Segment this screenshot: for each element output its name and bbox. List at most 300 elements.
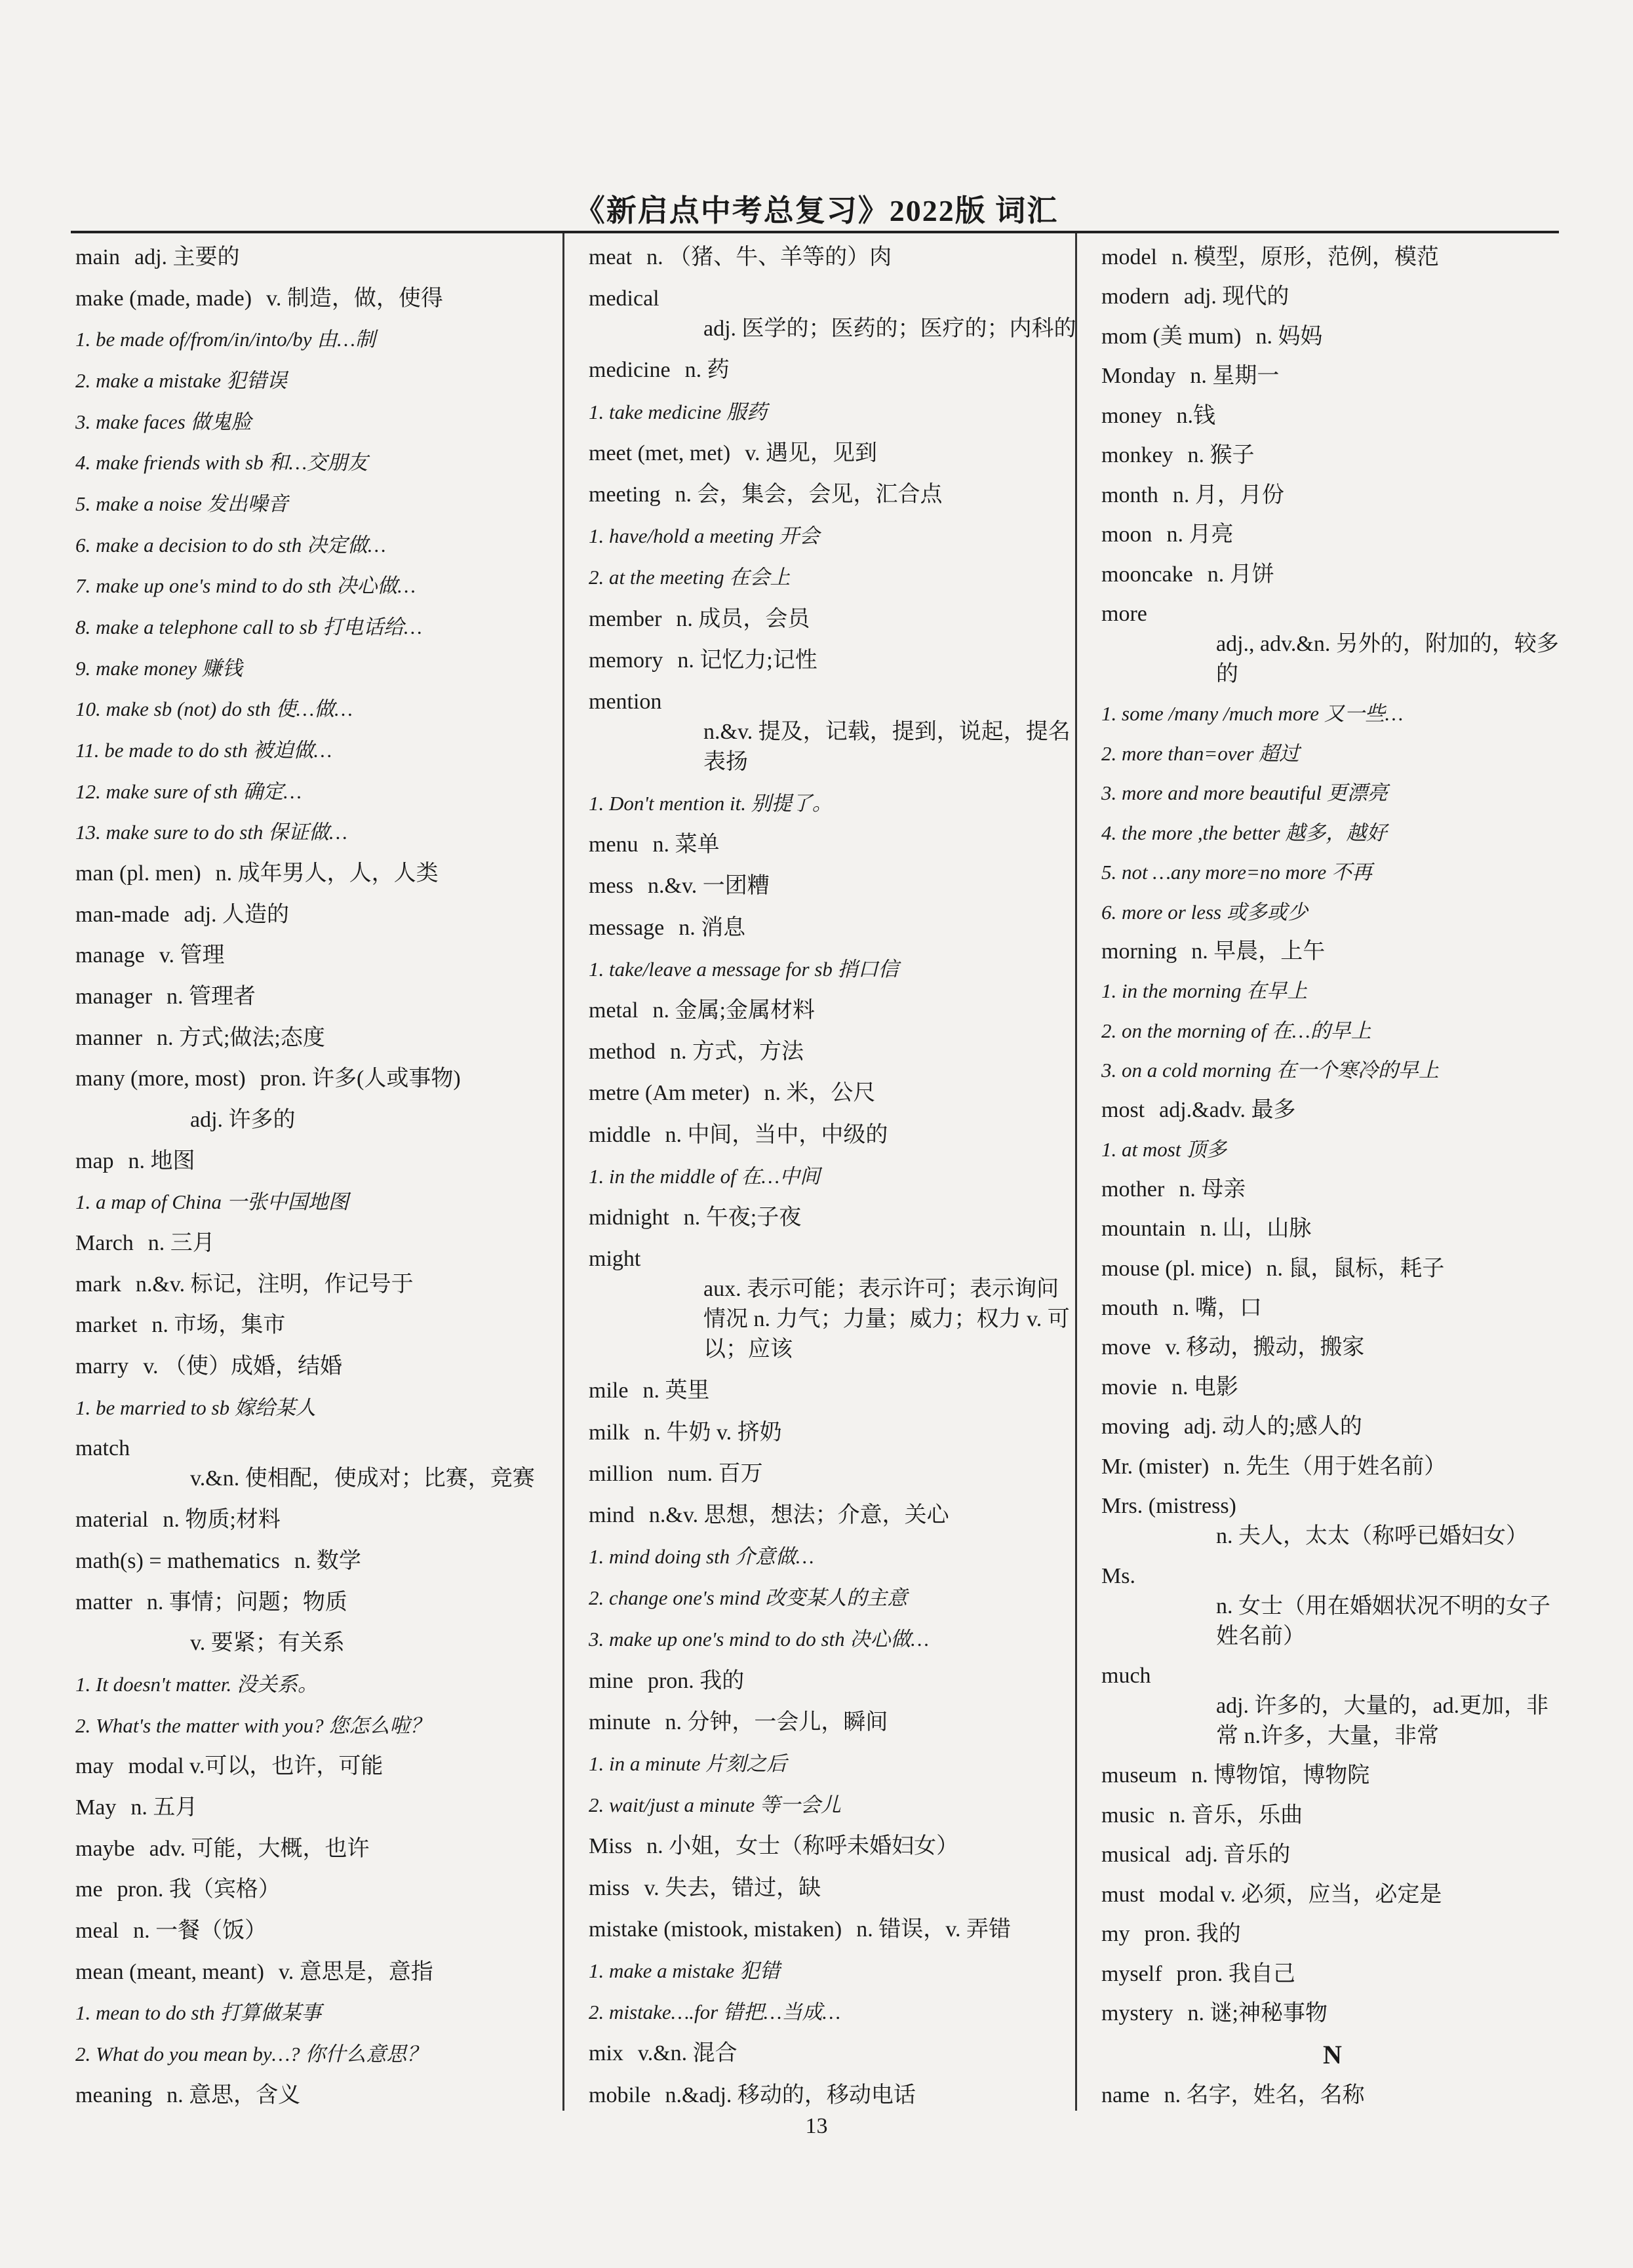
definition: n. 月亮 bbox=[1166, 522, 1234, 547]
headword: most bbox=[1101, 1097, 1145, 1122]
vocab-entry bbox=[75, 1064, 567, 1094]
headword: movie bbox=[1101, 1375, 1157, 1399]
vocab-entry bbox=[75, 2081, 567, 2111]
vocab-entry bbox=[589, 871, 1077, 901]
definition: adj., adv.&n. 另外的，附加的，较多的 bbox=[1216, 631, 1559, 686]
vocab-entry bbox=[589, 2039, 1077, 2069]
vocab-entry bbox=[1101, 1761, 1564, 1791]
headword: myself bbox=[1101, 1961, 1162, 1986]
phrase-example: 1. some /many /much more 又一些… bbox=[1101, 702, 1404, 726]
definition: n. 市场，集市 bbox=[151, 1313, 286, 1338]
definition: n. 猴子 bbox=[1187, 443, 1255, 468]
vocab-entry bbox=[589, 1873, 1077, 1904]
headword: method bbox=[589, 1040, 656, 1065]
phrase-example: 13. make sure to do sth 保证做… bbox=[75, 821, 347, 844]
vocab-entry bbox=[1101, 1999, 1564, 2029]
definition: adj. 动人的;感人的 bbox=[1183, 1415, 1362, 1439]
definition: n. 音乐，乐曲 bbox=[1169, 1803, 1303, 1828]
vocab-entry bbox=[75, 859, 567, 889]
definition: v.&n. 混合 bbox=[637, 2041, 738, 2066]
headword: manner bbox=[75, 1025, 142, 1050]
definition: n.&v. 提及，记载，提到，说起，提名表扬 bbox=[703, 719, 1071, 774]
vocab-entry bbox=[589, 480, 1077, 510]
phrase-example: 1. make a mistake 犯错 bbox=[589, 1959, 780, 1982]
headword: Mr. (mister) bbox=[1101, 1454, 1210, 1479]
phrase-example: 1. at most 顶多 bbox=[1101, 1138, 1227, 1162]
phrase-example: 2. What do you mean by…? 你什么意思？ bbox=[75, 2042, 427, 2065]
headword: month bbox=[1101, 482, 1158, 507]
phrase-example: 1. mean to do sth 打算做某事 bbox=[75, 2001, 322, 2025]
vocab-entry bbox=[1101, 2081, 1564, 2111]
headword: mom (美 mum) bbox=[1101, 324, 1242, 349]
vocab-entry bbox=[1101, 440, 1564, 471]
headword: meal bbox=[75, 1918, 119, 1943]
phrase-example: 2. What's the matter with you? 您怎么啦？ bbox=[75, 1713, 431, 1737]
phrase-example: 2. on the morning of 在…的早上 bbox=[1101, 1019, 1371, 1042]
headword: mountain bbox=[1101, 1217, 1186, 1242]
vocab-entry bbox=[75, 1875, 567, 1905]
vocab-column-2 bbox=[589, 243, 1077, 2111]
definition: n.&v. 思想，想法；介意，关心 bbox=[648, 1502, 949, 1527]
phrase-example: 5. not …any more=no more 不再 bbox=[1101, 861, 1372, 884]
definition: v. 失去，错过，缺 bbox=[644, 1875, 821, 1900]
definition: n. 数学 bbox=[294, 1548, 361, 1573]
headword: mouth bbox=[1101, 1295, 1158, 1320]
headword: May bbox=[75, 1795, 117, 1820]
definition: n. 物质;材料 bbox=[163, 1508, 281, 1533]
headword: menu bbox=[589, 832, 639, 857]
phrase-example: 10. make sb (not) do sth 使…做… bbox=[75, 697, 353, 721]
headword: name bbox=[1101, 2082, 1150, 2107]
vocab-entry bbox=[75, 900, 567, 930]
vocab-entry bbox=[1101, 1880, 1564, 1910]
vocab-entry bbox=[1101, 560, 1564, 590]
definition: v. （使）成婚，结婚 bbox=[143, 1354, 342, 1379]
headword: maybe bbox=[75, 1836, 135, 1861]
headword: man (pl. men) bbox=[75, 861, 201, 886]
vocab-entry bbox=[589, 1418, 1077, 1448]
definition: adj. 现代的 bbox=[1183, 284, 1289, 309]
vocab-entry bbox=[75, 284, 567, 314]
definition: n. 山，山脉 bbox=[1200, 1217, 1312, 1242]
definition: n. 分钟，一会儿，瞬间 bbox=[665, 1710, 888, 1734]
headword: moon bbox=[1101, 522, 1152, 547]
definition: pron. 许多(人或事物) bbox=[260, 1066, 461, 1091]
headword: monkey bbox=[1101, 443, 1173, 468]
page-number: 13 bbox=[805, 2114, 828, 2138]
vocab-entry bbox=[1101, 1214, 1564, 1244]
definition: n. 小姐，女士（称呼未婚妇女） bbox=[646, 1834, 959, 1859]
vocab-entry bbox=[1101, 1254, 1564, 1284]
headword: market bbox=[75, 1313, 138, 1338]
definition: n. 早晨，上午 bbox=[1191, 939, 1326, 964]
headword: manage bbox=[75, 943, 145, 968]
phrase-example: 1. take medicine 服药 bbox=[589, 400, 768, 423]
definition: pron. 我（宾格） bbox=[117, 1877, 281, 1902]
vocab-entry bbox=[589, 687, 1077, 777]
headword: must bbox=[1101, 1882, 1145, 1907]
phrase-example: 2. at the meeting 在会上 bbox=[589, 566, 791, 589]
definition: n. 嘴，口 bbox=[1172, 1295, 1262, 1320]
headword: mark bbox=[75, 1272, 121, 1297]
headword: meeting bbox=[589, 482, 661, 507]
vocab-column-3 bbox=[1101, 243, 1564, 2111]
definition: n. 母亲 bbox=[1179, 1177, 1246, 1202]
headword: March bbox=[75, 1231, 134, 1256]
vocab-entry bbox=[589, 604, 1077, 635]
page-header-title: 《新启点中考总复习》2022版 词汇 bbox=[574, 194, 1059, 227]
definition: n. 妈妈 bbox=[1255, 324, 1323, 349]
headword: mind bbox=[589, 1502, 635, 1527]
vocab-entry bbox=[589, 1244, 1077, 1365]
definition: n. 午夜;子夜 bbox=[683, 1205, 802, 1230]
definition: aux. 表示可能；表示许可；表示询问情况 n. 力气；力量；威力；权力 v. 可以；应该 bbox=[703, 1277, 1070, 1362]
phrase-example: 7. make up one's mind to do sth 决心做… bbox=[75, 574, 416, 598]
phrase-example: 2. change one's mind 改变某人的主意 bbox=[589, 1586, 908, 1610]
headword: message bbox=[589, 915, 665, 940]
vocab-entry bbox=[1101, 322, 1564, 352]
definition: adj. 人造的 bbox=[184, 902, 290, 927]
vocab-entry bbox=[75, 1505, 567, 1535]
vocab-entry bbox=[1101, 1491, 1564, 1552]
phrase-example: 12. make sure of sth 确定… bbox=[75, 779, 302, 803]
vocab-entry bbox=[75, 1588, 567, 1618]
vocab-entry bbox=[1101, 937, 1564, 967]
headword: model bbox=[1101, 245, 1157, 269]
vocab-entry bbox=[75, 1146, 567, 1177]
definition: adv. 可能，大概，也许 bbox=[149, 1836, 370, 1861]
definition: n. 电影 bbox=[1171, 1375, 1238, 1399]
vocab-column-1 bbox=[75, 243, 567, 2111]
headword: Ms. bbox=[1101, 1563, 1135, 1588]
headword: make (made, made) bbox=[75, 286, 252, 311]
headword: Miss bbox=[589, 1834, 633, 1859]
headword: member bbox=[589, 606, 662, 631]
definition: n. 鼠，鼠标，耗子 bbox=[1266, 1256, 1445, 1281]
headword: mistake (mistook, mistaken) bbox=[589, 1917, 842, 1942]
headword: middle bbox=[589, 1122, 651, 1147]
phrase-example: 3. more and more beautiful 更漂亮 bbox=[1101, 781, 1388, 805]
headword: marry bbox=[75, 1354, 129, 1379]
definition: v. 管理 bbox=[159, 943, 225, 968]
definition: n. 药 bbox=[684, 358, 730, 383]
headword: map bbox=[75, 1148, 114, 1173]
vocab-entry-continuation bbox=[75, 1105, 567, 1135]
vocab-entry bbox=[1101, 1412, 1564, 1442]
vocab-entry bbox=[1101, 1919, 1564, 1949]
definition: v. 制造，做，使得 bbox=[266, 286, 443, 311]
definition: n. 事情；问题；物质 bbox=[146, 1590, 347, 1614]
definition: adj. 许多的 bbox=[190, 1108, 296, 1133]
vocab-entry bbox=[589, 830, 1077, 860]
headword: may bbox=[75, 1754, 114, 1779]
headword: might bbox=[589, 1247, 641, 1272]
definition: n. 成年男人，人，人类 bbox=[215, 861, 439, 886]
definition: pron. 我的 bbox=[647, 1668, 745, 1693]
vocab-entry bbox=[1101, 1561, 1564, 1652]
phrase-example: 1. Don't mention it. 别提了。 bbox=[589, 792, 833, 815]
vocab-entry bbox=[589, 439, 1077, 469]
vocab-entry bbox=[589, 1708, 1077, 1738]
definition: n. 地图 bbox=[128, 1148, 195, 1173]
vocab-entry bbox=[1101, 401, 1564, 431]
definition: n. 月饼 bbox=[1207, 562, 1274, 587]
vocab-entry bbox=[589, 1037, 1077, 1067]
phrase-example: 1. take/leave a message for sb 捎口信 bbox=[589, 957, 899, 981]
phrase-example: 1. have/hold a meeting 开会 bbox=[589, 524, 820, 548]
definition: n. 博物馆，博物院 bbox=[1191, 1763, 1370, 1788]
headword: mobile bbox=[589, 2082, 651, 2107]
headword: mile bbox=[589, 1378, 629, 1403]
headword: music bbox=[1101, 1803, 1155, 1828]
headword: mouse (pl. mice) bbox=[1101, 1256, 1252, 1281]
vocab-entry bbox=[1101, 361, 1564, 391]
vocab-entry bbox=[589, 646, 1077, 676]
definition: n.钱 bbox=[1176, 403, 1216, 428]
vocab-entry bbox=[1101, 1333, 1564, 1363]
phrase-example: 1. in the middle of 在…中间 bbox=[589, 1164, 821, 1188]
headword: move bbox=[1101, 1335, 1151, 1360]
definition: n. 谜;神秘事物 bbox=[1187, 2001, 1328, 2026]
phrase-example: 6. make a decision to do sth 决定做… bbox=[75, 533, 386, 557]
headword: medicine bbox=[589, 358, 671, 383]
headword: meaning bbox=[75, 2082, 153, 2107]
vocab-entry bbox=[75, 243, 567, 273]
vocab-entry bbox=[75, 1270, 567, 1300]
vocab-entry bbox=[1101, 1293, 1564, 1323]
headword: milk bbox=[589, 1420, 630, 1445]
vocab-entry bbox=[75, 1793, 567, 1823]
vocab-entry bbox=[75, 1916, 567, 1946]
vocab-entry bbox=[589, 996, 1077, 1026]
header-rule bbox=[71, 231, 1559, 233]
phrase-example: 3. make up one's mind to do sth 决心做… bbox=[589, 1628, 929, 1651]
vocab-entry bbox=[1101, 1095, 1564, 1125]
headword: midnight bbox=[589, 1205, 669, 1230]
vocab-entry bbox=[75, 1546, 567, 1576]
phrase-example: 1. in a minute 片刻之后 bbox=[589, 1752, 787, 1775]
headword: mess bbox=[589, 874, 633, 899]
definition: n. （猪、牛、羊等的）肉 bbox=[646, 245, 892, 269]
definition: modal v. 必须，应当，必定是 bbox=[1159, 1882, 1442, 1907]
phrase-example: 2. make a mistake 犯错误 bbox=[75, 369, 287, 393]
vocab-entry bbox=[1101, 480, 1564, 511]
headword: me bbox=[75, 1877, 103, 1902]
definition: n. 中间，当中，中级的 bbox=[665, 1122, 888, 1147]
vocab-entry bbox=[75, 1228, 567, 1259]
vocab-entry bbox=[589, 913, 1077, 943]
headword: my bbox=[1101, 1922, 1130, 1947]
vocab-entry bbox=[75, 1434, 567, 1494]
headword: mother bbox=[1101, 1177, 1165, 1202]
vocab-entry bbox=[589, 284, 1077, 344]
definition: n. 会，集会，会见，汇合点 bbox=[675, 482, 943, 507]
headword: mix bbox=[589, 2041, 623, 2066]
phrase-example: 2. more than=over 超过 bbox=[1101, 741, 1300, 765]
definition: n. 金属;金属材料 bbox=[652, 998, 815, 1023]
phrase-example: 8. make a telephone call to sb 打电话给… bbox=[75, 616, 422, 639]
definition: n.&v. 一团糟 bbox=[648, 874, 770, 899]
definition: n. 模型，原形，范例，模范 bbox=[1171, 245, 1439, 269]
headword: manager bbox=[75, 985, 153, 1009]
headword: Monday bbox=[1101, 364, 1176, 389]
definition: n.&adj. 移动的，移动电话 bbox=[665, 2082, 916, 2107]
headword: math(s) = mathematics bbox=[75, 1548, 280, 1573]
headword: minute bbox=[589, 1710, 651, 1734]
definition: adj. 音乐的 bbox=[1185, 1843, 1291, 1867]
vocab-entry bbox=[1101, 1175, 1564, 1205]
headword: matter bbox=[75, 1590, 132, 1614]
headword: memory bbox=[589, 648, 663, 673]
phrase-example: 6. more or less 或多或少 bbox=[1101, 900, 1308, 924]
phrase-example: 1. It doesn't matter. 没关系。 bbox=[75, 1672, 319, 1696]
vocab-entry bbox=[1101, 520, 1564, 550]
headword: modern bbox=[1101, 284, 1170, 309]
definition: n.&v. 标记，注明，作记号于 bbox=[135, 1272, 414, 1297]
vocab-entry bbox=[589, 1078, 1077, 1108]
vocab-entry bbox=[75, 1023, 567, 1053]
vocab-entry bbox=[589, 1915, 1077, 1945]
vocab-entry bbox=[75, 1834, 567, 1864]
vocab-entry bbox=[1101, 1840, 1564, 1870]
headword: material bbox=[75, 1508, 149, 1533]
definition: v.&n. 使相配，使成对；比赛，竞赛 bbox=[190, 1466, 535, 1491]
headword: mooncake bbox=[1101, 562, 1193, 587]
definition: n. 方式;做法;态度 bbox=[156, 1025, 325, 1050]
vocab-entry bbox=[75, 1310, 567, 1340]
headword: match bbox=[75, 1436, 130, 1461]
definition: n. 五月 bbox=[130, 1795, 198, 1820]
headword: money bbox=[1101, 403, 1162, 428]
definition: n. 成员，会员 bbox=[676, 606, 810, 631]
vocab-entry bbox=[589, 1459, 1077, 1489]
vocab-entry bbox=[589, 243, 1077, 273]
definition: adj.&adv. 最多 bbox=[1159, 1097, 1296, 1122]
headword: morning bbox=[1101, 939, 1177, 964]
definition: pron. 我自己 bbox=[1176, 1961, 1295, 1986]
definition: n. 方式，方法 bbox=[669, 1040, 804, 1065]
headword: much bbox=[1101, 1664, 1151, 1688]
vocab-entry bbox=[1101, 1801, 1564, 1831]
phrase-example: 3. make faces 做鬼脸 bbox=[75, 410, 252, 433]
definition: n. 名字，姓名，名称 bbox=[1164, 2082, 1365, 2107]
definition: n. 夫人，太太（称呼已婚妇女） bbox=[1216, 1524, 1528, 1549]
definition: adj. 许多的，大量的，ad.更加，非常 n.许多，大量，非常 bbox=[1216, 1694, 1549, 1748]
vocab-entry bbox=[589, 1120, 1077, 1150]
headword: moving bbox=[1101, 1415, 1170, 1439]
phrase-example: 3. on a cold morning 在一个寒冷的早上 bbox=[1101, 1059, 1439, 1082]
phrase-example: 1. be made of/from/in/into/by 由…制 bbox=[75, 328, 376, 351]
vocab-entry bbox=[589, 1376, 1077, 1406]
phrase-example: 1. in the morning 在早上 bbox=[1101, 979, 1308, 1003]
definition: v. 移动，搬动，搬家 bbox=[1165, 1335, 1365, 1360]
phrase-example: 2. mistake….for 错把…当成… bbox=[589, 2001, 841, 2024]
vocab-entry bbox=[1101, 1373, 1564, 1403]
definition: n. 星期一 bbox=[1190, 364, 1280, 389]
headword: million bbox=[589, 1461, 654, 1486]
headword: mine bbox=[589, 1668, 633, 1693]
headword: metal bbox=[589, 998, 639, 1023]
vocab-entry bbox=[589, 355, 1077, 385]
definition: adj. 医学的；医药的；医疗的；内科的 bbox=[703, 317, 1076, 342]
headword: man-made bbox=[75, 902, 170, 927]
definition: v. 遇见，见到 bbox=[745, 440, 877, 465]
phrase-example: 5. make a noise 发出噪音 bbox=[75, 492, 288, 516]
definition: n. 月，月份 bbox=[1172, 482, 1284, 507]
vocab-entry bbox=[589, 1831, 1077, 1862]
phrase-example: 9. make money 赚钱 bbox=[75, 656, 243, 680]
definition: n. 先生（用于姓名前） bbox=[1223, 1454, 1447, 1479]
vocab-entry bbox=[1101, 599, 1564, 690]
section-letter: N bbox=[1323, 2039, 1342, 2069]
vocab-entry bbox=[589, 2081, 1077, 2111]
headword: medical bbox=[589, 286, 659, 311]
headword: metre (Am meter) bbox=[589, 1081, 750, 1106]
vocab-entry-continuation bbox=[75, 1628, 567, 1658]
definition: adj. 主要的 bbox=[134, 245, 240, 269]
headword: meat bbox=[589, 245, 633, 269]
headword: more bbox=[1101, 601, 1147, 626]
definition: n. 米，公尺 bbox=[764, 1081, 876, 1106]
phrase-example: 2. wait/just a minute 等一会儿 bbox=[589, 1793, 841, 1817]
headword: musical bbox=[1101, 1843, 1171, 1867]
headword: miss bbox=[589, 1875, 630, 1900]
definition: n. 记忆力;记性 bbox=[677, 648, 817, 673]
headword: meet (met, met) bbox=[589, 440, 731, 465]
definition: v. 要紧；有关系 bbox=[190, 1631, 345, 1656]
definition: n. 管理者 bbox=[167, 985, 256, 1009]
phrase-example: 1. mind doing sth 介意做… bbox=[589, 1545, 814, 1569]
vocab-entry bbox=[75, 1751, 567, 1782]
definition: num. 百万 bbox=[667, 1461, 763, 1486]
vocab-entry bbox=[1101, 1661, 1564, 1751]
phrase-example: 11. be made to do sth 被迫做… bbox=[75, 739, 332, 762]
headword: Mrs. (mistress) bbox=[1101, 1494, 1236, 1519]
vocab-entry bbox=[589, 1666, 1077, 1696]
definition: n. 菜单 bbox=[652, 832, 720, 857]
definition: pron. 我的 bbox=[1144, 1922, 1241, 1947]
definition: n. 三月 bbox=[148, 1231, 215, 1256]
phrase-example: 4. make friends with sb 和…交朋友 bbox=[75, 451, 368, 475]
definition: v. 意思是，意指 bbox=[278, 1959, 433, 1984]
definition: n. 意思，含义 bbox=[167, 2082, 301, 2107]
definition: n. 英里 bbox=[642, 1378, 710, 1403]
definition: n. 一餐（饭） bbox=[133, 1918, 267, 1943]
headword: mention bbox=[589, 689, 662, 714]
vocab-entry bbox=[75, 941, 567, 971]
vocab-entry bbox=[1101, 1452, 1564, 1482]
definition: n. 牛奶 v. 挤奶 bbox=[644, 1420, 782, 1445]
headword: mean (meant, meant) bbox=[75, 1959, 264, 1984]
vocab-entry bbox=[1101, 282, 1564, 312]
vocab-entry bbox=[75, 1957, 567, 1987]
definition: n. 错误，v. 弄错 bbox=[856, 1917, 1012, 1942]
vocab-entry bbox=[589, 1500, 1077, 1531]
headword: mystery bbox=[1101, 2001, 1173, 2026]
vocab-entry bbox=[1101, 1959, 1564, 1989]
vocab-entry bbox=[1101, 243, 1564, 273]
phrase-example: 4. the more ,the better 越多，越好 bbox=[1101, 821, 1387, 844]
definition: n. 消息 bbox=[679, 915, 746, 940]
headword: many (more, most) bbox=[75, 1066, 246, 1091]
vocab-entry bbox=[75, 982, 567, 1012]
vocab-entry bbox=[589, 1203, 1077, 1233]
definition: modal v.可以，也许，可能 bbox=[128, 1754, 384, 1779]
definition: n. 女士（用在婚姻状况不明的女子姓名前） bbox=[1216, 1593, 1550, 1649]
vocab-entry bbox=[75, 1352, 567, 1382]
phrase-example: 1. be married to sb 嫁给某人 bbox=[75, 1396, 316, 1419]
headword: main bbox=[75, 245, 120, 269]
